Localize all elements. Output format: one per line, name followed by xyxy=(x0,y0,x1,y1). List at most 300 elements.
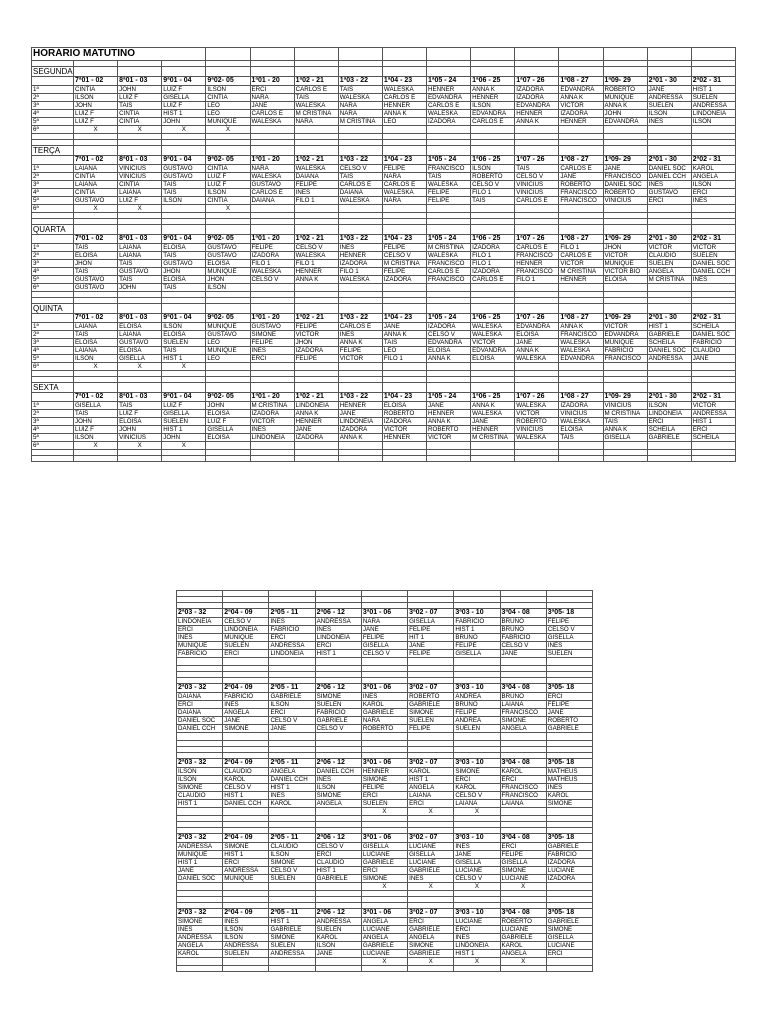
teacher-cell: ERCI xyxy=(454,926,500,934)
empty-cell xyxy=(294,48,338,61)
class-header: 2ª05 - 11 xyxy=(269,684,315,693)
teacher-cell xyxy=(269,958,315,966)
teacher-cell xyxy=(382,126,426,134)
teacher-cell: TAIS xyxy=(382,339,426,347)
teacher-cell: IZADORA xyxy=(382,418,426,426)
empty-cell xyxy=(338,48,382,61)
teacher-cell: FILO 1 xyxy=(471,260,515,268)
empty-cell xyxy=(206,146,250,156)
teacher-cell: SCHEILA xyxy=(647,339,691,347)
period-row xyxy=(177,808,593,816)
teacher-cell: HIST 1 xyxy=(691,86,735,94)
class-header: 3ª02 - 07 xyxy=(408,909,454,918)
teacher-cell xyxy=(471,363,515,371)
teacher-cell: CLAUDIO xyxy=(315,859,361,867)
class-header: 3ª03 - 10 xyxy=(454,609,500,618)
teacher-cell: FRANCISCO xyxy=(559,331,603,339)
teacher-cell xyxy=(294,363,338,371)
teacher-cell: LUCIANE xyxy=(361,851,407,859)
teacher-cell: FILO 1 xyxy=(338,268,382,276)
teacher-cell xyxy=(559,363,603,371)
teacher-cell: SIMONE xyxy=(250,331,294,339)
teacher-cell: M CRISTINA xyxy=(250,402,294,410)
teacher-cell: HIST 1 xyxy=(223,792,269,800)
teacher-cell: HIST 1 xyxy=(315,650,361,658)
teacher-cell xyxy=(546,883,592,891)
teacher-cell: ROBERTO xyxy=(515,418,559,426)
teacher-cell: TAIS xyxy=(74,268,118,276)
teacher-cell: FABRICIO xyxy=(223,693,269,701)
empty-cell xyxy=(691,48,735,61)
header-row xyxy=(177,609,593,618)
teacher-cell xyxy=(408,658,454,666)
empty-cell xyxy=(603,456,647,462)
teacher-cell: M CRISTINA xyxy=(338,118,382,126)
teacher-cell: INES xyxy=(315,776,361,784)
teacher-cell: ILSON xyxy=(177,768,223,776)
teacher-cell xyxy=(223,658,269,666)
teacher-cell: INES xyxy=(647,118,691,126)
class-header: 9ª02- 05 xyxy=(206,235,250,244)
teacher-cell: LAIANA xyxy=(74,323,118,331)
class-header: 9ª02- 05 xyxy=(206,156,250,165)
class-header: 3ª05- 18 xyxy=(546,834,592,843)
spacer-row xyxy=(177,966,593,972)
teacher-cell: GUSTAVO xyxy=(250,181,294,189)
teacher-cell: FELIPE xyxy=(408,725,454,733)
class-header: 1ª07 - 26 xyxy=(515,235,559,244)
class-header: 3ª01 - 06 xyxy=(361,834,407,843)
teacher-cell xyxy=(515,205,559,213)
period-row xyxy=(177,626,593,634)
teacher-cell: LUIZ F xyxy=(74,426,118,434)
empty-cell xyxy=(691,146,735,156)
period-label: 4ª xyxy=(32,347,74,355)
teacher-cell: WALESKA xyxy=(427,181,471,189)
class-header: 3ª04 - 08 xyxy=(500,759,546,768)
teacher-cell: ANDRESSA xyxy=(691,102,735,110)
teacher-cell: X xyxy=(118,126,162,134)
teacher-cell: IZADORA xyxy=(546,859,592,867)
period-label: 1ª xyxy=(32,165,74,173)
teacher-cell xyxy=(269,733,315,741)
teacher-cell: CARLOS E xyxy=(515,244,559,252)
teacher-cell: CINTIA xyxy=(206,197,250,205)
teacher-cell: ANNA K xyxy=(382,110,426,118)
class-header: 2ª03 - 32 xyxy=(177,834,223,843)
teacher-cell: VINICIUS xyxy=(515,426,559,434)
teacher-cell xyxy=(223,808,269,816)
period-label: 3ª xyxy=(32,181,74,189)
teacher-cell: LAIANA xyxy=(118,189,162,197)
class-header: 2ª01 - 30 xyxy=(647,393,691,402)
teacher-cell: BRUNO xyxy=(454,701,500,709)
period-row xyxy=(32,331,736,339)
teacher-cell: TAIS xyxy=(515,165,559,173)
teacher-cell: TAIS xyxy=(559,434,603,442)
teacher-cell: CELSO V xyxy=(382,252,426,260)
teacher-cell: X xyxy=(361,958,407,966)
class-header: 1ª03 - 22 xyxy=(338,393,382,402)
teacher-cell: GISELLA xyxy=(603,434,647,442)
teacher-cell: GISELLA xyxy=(162,410,206,418)
teacher-cell: INES xyxy=(647,181,691,189)
teacher-cell: X xyxy=(206,126,250,134)
teacher-cell: ELOISA xyxy=(559,426,603,434)
teacher-cell: TAIS xyxy=(162,284,206,292)
teacher-cell: MUNIQUE xyxy=(206,347,250,355)
teacher-cell: CINTIA xyxy=(74,189,118,197)
teacher-cell: GABRIELE xyxy=(361,709,407,717)
teacher-cell: EDVANDRA xyxy=(603,118,647,126)
teacher-cell xyxy=(691,363,735,371)
teacher-cell: ERCI xyxy=(691,189,735,197)
teacher-cell: FRANCISCO xyxy=(427,276,471,284)
teacher-cell: DAIANA xyxy=(177,693,223,701)
teacher-cell: X xyxy=(361,883,407,891)
teacher-cell: SIMONE xyxy=(408,709,454,717)
teacher-cell: ILSON xyxy=(691,118,735,126)
teacher-cell xyxy=(382,205,426,213)
teacher-cell: TAIS xyxy=(294,94,338,102)
period-label: 1ª xyxy=(32,244,74,252)
teacher-cell: FRANCISCO xyxy=(603,355,647,363)
teacher-cell: NARA xyxy=(338,110,382,118)
teacher-cell: ROBERTO xyxy=(500,918,546,926)
class-header: 7ª01 - 02 xyxy=(74,77,118,86)
teacher-cell: SIMONE xyxy=(177,784,223,792)
teacher-cell: BRUNO xyxy=(500,693,546,701)
teacher-cell xyxy=(269,883,315,891)
class-header: 9ª01 - 04 xyxy=(162,393,206,402)
teacher-cell: LEO xyxy=(206,355,250,363)
teacher-cell: ELOISA xyxy=(206,434,250,442)
teacher-cell: FILO 1 xyxy=(294,260,338,268)
teacher-cell: GISELLA xyxy=(546,634,592,642)
teacher-cell: CELSO V xyxy=(338,165,382,173)
teacher-cell: SIMONE xyxy=(361,776,407,784)
class-header: 1ª07 - 26 xyxy=(515,156,559,165)
empty-cell xyxy=(32,393,74,402)
teacher-cell xyxy=(515,126,559,134)
teacher-cell: X xyxy=(500,958,546,966)
teacher-cell: X xyxy=(206,205,250,213)
period-row xyxy=(177,800,593,808)
teacher-cell: NARA xyxy=(250,165,294,173)
empty-cell xyxy=(603,146,647,156)
teacher-cell: EDVANDRA xyxy=(559,355,603,363)
teacher-cell: X xyxy=(454,883,500,891)
teacher-cell: VICTOR xyxy=(647,244,691,252)
class-header: 1ª04 - 23 xyxy=(382,77,426,86)
header-row xyxy=(32,77,736,86)
teacher-cell: ERCI xyxy=(647,418,691,426)
teacher-cell: HIST 1 xyxy=(408,776,454,784)
teacher-cell: JANE xyxy=(250,102,294,110)
teacher-cell: FILO 1 xyxy=(471,252,515,260)
class-header: 2ª04 - 09 xyxy=(223,909,269,918)
teacher-cell: WALESKA xyxy=(338,94,382,102)
teacher-cell: BRUNO xyxy=(500,618,546,626)
teacher-cell: SIMONE xyxy=(361,875,407,883)
teacher-cell: HIT 1 xyxy=(408,634,454,642)
header-row xyxy=(177,834,593,843)
teacher-cell: JANE xyxy=(408,642,454,650)
period-label: 2ª xyxy=(32,331,74,339)
class-header: 2ª03 - 32 xyxy=(177,759,223,768)
teacher-cell: LUIZ F xyxy=(206,181,250,189)
teacher-cell: X xyxy=(74,126,118,134)
teacher-cell: HENNER xyxy=(361,768,407,776)
period-label: 6ª xyxy=(32,442,74,450)
teacher-cell xyxy=(223,733,269,741)
teacher-cell: FILO 1 xyxy=(559,244,603,252)
teacher-cell: LINDONEIA xyxy=(250,434,294,442)
empty-cell xyxy=(162,146,206,156)
class-header: 3ª05- 18 xyxy=(546,909,592,918)
period-row xyxy=(177,650,593,658)
class-header: 1ª04 - 23 xyxy=(382,156,426,165)
empty-cell xyxy=(471,225,515,235)
teacher-cell xyxy=(361,733,407,741)
teacher-cell: KAROL xyxy=(546,792,592,800)
teacher-cell: HIST 1 xyxy=(454,950,500,958)
teacher-cell: LINDONEIA xyxy=(269,650,315,658)
class-header: 1ª05 - 24 xyxy=(427,314,471,323)
teacher-cell: LAIANA xyxy=(500,701,546,709)
empty-cell xyxy=(294,304,338,314)
teacher-cell: DANIEL SOC xyxy=(691,331,735,339)
teacher-cell: ANNA K xyxy=(515,118,559,126)
teacher-cell: JHON xyxy=(74,260,118,268)
class-header: 9ª01 - 04 xyxy=(162,77,206,86)
teacher-cell: ERCI xyxy=(223,859,269,867)
header-row xyxy=(32,393,736,402)
class-header: 2ª06 - 12 xyxy=(315,609,361,618)
teacher-cell: TAIS xyxy=(471,197,515,205)
teacher-cell: SIMONE xyxy=(408,942,454,950)
teacher-cell: ELOISA xyxy=(118,418,162,426)
period-row xyxy=(32,165,736,173)
empty-cell xyxy=(691,225,735,235)
teacher-cell: HENNER xyxy=(427,86,471,94)
empty-cell xyxy=(647,304,691,314)
teacher-cell: X xyxy=(408,883,454,891)
empty-cell xyxy=(647,146,691,156)
teacher-cell: SUELEN xyxy=(162,418,206,426)
empty-cell xyxy=(515,304,559,314)
teacher-cell: ILSON xyxy=(74,434,118,442)
teacher-cell: JHON xyxy=(294,339,338,347)
teacher-cell: HIST 1 xyxy=(162,110,206,118)
teacher-cell: WALESKA xyxy=(250,268,294,276)
teacher-cell xyxy=(177,883,223,891)
teacher-cell: CLAUDIO xyxy=(647,252,691,260)
teacher-cell xyxy=(546,808,592,816)
teacher-cell: GUSTAVO xyxy=(206,252,250,260)
teacher-cell: FRANCISCO xyxy=(515,268,559,276)
teacher-cell: VINICIUS xyxy=(118,165,162,173)
class-header: 1ª02 - 21 xyxy=(294,393,338,402)
teacher-cell: LUIZ F xyxy=(162,102,206,110)
teacher-cell: ERCI xyxy=(361,867,407,875)
teacher-cell: ELOISA xyxy=(206,260,250,268)
teacher-cell: HENNER xyxy=(559,118,603,126)
teacher-cell: GISELLA xyxy=(546,934,592,942)
teacher-cell: SUELEN xyxy=(647,260,691,268)
teacher-cell: DANIEL SOC xyxy=(647,165,691,173)
class-header: 1ª04 - 23 xyxy=(382,235,426,244)
teacher-cell: KAROL xyxy=(500,768,546,776)
teacher-cell: ANDREA xyxy=(454,693,500,701)
teacher-cell: JOHN xyxy=(118,284,162,292)
teacher-cell: ANNA K xyxy=(294,410,338,418)
teacher-cell xyxy=(250,284,294,292)
empty-cell xyxy=(118,304,162,314)
teacher-cell: HIST 1 xyxy=(269,784,315,792)
teacher-cell: GUSTAVO xyxy=(647,189,691,197)
class-header: 1ª01 - 20 xyxy=(250,314,294,323)
teacher-cell: CINTIA xyxy=(206,165,250,173)
teacher-cell: LUIZ F xyxy=(74,118,118,126)
teacher-cell: GABRIELE xyxy=(408,950,454,958)
teacher-cell xyxy=(647,284,691,292)
empty-cell xyxy=(515,383,559,393)
period-row xyxy=(177,851,593,859)
teacher-cell: ILSON xyxy=(223,934,269,942)
teacher-cell: DANIEL SOC xyxy=(647,347,691,355)
teacher-cell: SIMONE xyxy=(223,843,269,851)
teacher-cell: INES xyxy=(408,875,454,883)
teacher-cell: WALESKA xyxy=(338,276,382,284)
teacher-cell: DANIEL SOC xyxy=(177,875,223,883)
teacher-cell xyxy=(647,442,691,450)
teacher-cell: EDVANDRA xyxy=(471,110,515,118)
teacher-cell: ANGELA xyxy=(177,942,223,950)
class-header: 2ª03 - 32 xyxy=(177,609,223,618)
period-row xyxy=(177,875,593,883)
class-header: 1ª03 - 22 xyxy=(338,314,382,323)
empty-cell xyxy=(338,146,382,156)
teacher-cell: WALESKA xyxy=(294,102,338,110)
empty-cell xyxy=(427,225,471,235)
teacher-cell: INES xyxy=(691,197,735,205)
teacher-cell xyxy=(500,733,546,741)
teacher-cell: CELSO V xyxy=(269,867,315,875)
teacher-cell: M CRISTINA xyxy=(471,434,515,442)
teacher-cell: IZADORA xyxy=(471,268,515,276)
empty-cell xyxy=(162,456,206,462)
teacher-cell: INES xyxy=(315,626,361,634)
teacher-cell: ERCI xyxy=(361,792,407,800)
teacher-cell: KAROL xyxy=(269,800,315,808)
teacher-cell: ILSON xyxy=(206,86,250,94)
teacher-cell: INES xyxy=(177,926,223,934)
teacher-cell xyxy=(471,126,515,134)
period-label: 4ª xyxy=(32,426,74,434)
teacher-cell: ELOISA xyxy=(382,402,426,410)
teacher-cell: LUIZ F xyxy=(206,418,250,426)
teacher-cell: SIMONE xyxy=(500,717,546,725)
teacher-cell xyxy=(427,363,471,371)
teacher-cell xyxy=(647,126,691,134)
empty-cell xyxy=(382,456,426,462)
teacher-cell: FELIPE xyxy=(294,181,338,189)
teacher-cell: KAROL xyxy=(361,701,407,709)
teacher-cell: X xyxy=(162,126,206,134)
period-row xyxy=(32,110,736,118)
teacher-cell: DANIEL SOC xyxy=(691,260,735,268)
teacher-cell: GABRIELE xyxy=(647,434,691,442)
teacher-cell: FELIPE xyxy=(454,642,500,650)
teacher-cell: LUCIANE xyxy=(361,926,407,934)
teacher-cell: X xyxy=(74,363,118,371)
teacher-cell: IZADORA xyxy=(546,875,592,883)
teacher-cell: FRANCISCO xyxy=(500,709,546,717)
teacher-cell: X xyxy=(74,205,118,213)
teacher-cell: ANGELA xyxy=(361,934,407,942)
empty-cell xyxy=(206,225,250,235)
teacher-cell: LINDONEIA xyxy=(338,418,382,426)
class-header: 9ª01 - 04 xyxy=(162,235,206,244)
teacher-cell: LUCIANE xyxy=(500,926,546,934)
teacher-cell: ANGELA xyxy=(500,950,546,958)
empty-cell xyxy=(382,48,426,61)
period-label: 2ª xyxy=(32,173,74,181)
teacher-cell: FELIPE xyxy=(294,323,338,331)
empty-cell xyxy=(74,67,118,77)
empty-cell xyxy=(691,67,735,77)
teacher-cell: KAROL xyxy=(223,776,269,784)
teacher-cell: VICTOR xyxy=(603,323,647,331)
teacher-cell: HENNER xyxy=(294,418,338,426)
empty-cell xyxy=(427,48,471,61)
teacher-cell: FELIPE xyxy=(454,709,500,717)
period-label: 4ª xyxy=(32,189,74,197)
teacher-cell xyxy=(177,733,223,741)
teacher-cell: IZADORA xyxy=(294,434,338,442)
teacher-cell: IZADORA xyxy=(427,323,471,331)
teacher-cell: HENNER xyxy=(471,426,515,434)
teacher-cell: GUSTAVO xyxy=(162,260,206,268)
teacher-cell: KAROL xyxy=(500,942,546,950)
teacher-cell: CELSO V xyxy=(269,717,315,725)
teacher-cell: ILSON xyxy=(162,197,206,205)
teacher-cell: BRUNO xyxy=(500,626,546,634)
class-header: 3ª04 - 08 xyxy=(500,909,546,918)
teacher-cell: GUSTAVO xyxy=(118,339,162,347)
teacher-cell: WALESKA xyxy=(559,339,603,347)
teacher-cell: FILO 1 xyxy=(382,355,426,363)
class-header: 1ª01 - 20 xyxy=(250,393,294,402)
teacher-cell: X xyxy=(118,363,162,371)
teacher-cell xyxy=(454,658,500,666)
teacher-cell: HENNER xyxy=(338,402,382,410)
teacher-cell: MUNIQUE xyxy=(206,118,250,126)
teacher-cell: SUELEN xyxy=(691,94,735,102)
class-header: 1ª01 - 20 xyxy=(250,77,294,86)
teacher-cell: FELIPE xyxy=(408,650,454,658)
empty-cell xyxy=(206,67,250,77)
teacher-cell: MUNIQUE xyxy=(177,642,223,650)
teacher-cell: CELSO V xyxy=(223,618,269,626)
teacher-cell: SIMONE xyxy=(454,768,500,776)
class-header: 2ª04 - 09 xyxy=(223,684,269,693)
teacher-cell: EDVANDRA xyxy=(471,347,515,355)
period-row xyxy=(177,883,593,891)
teacher-cell xyxy=(500,658,546,666)
teacher-cell: ILSON xyxy=(177,776,223,784)
